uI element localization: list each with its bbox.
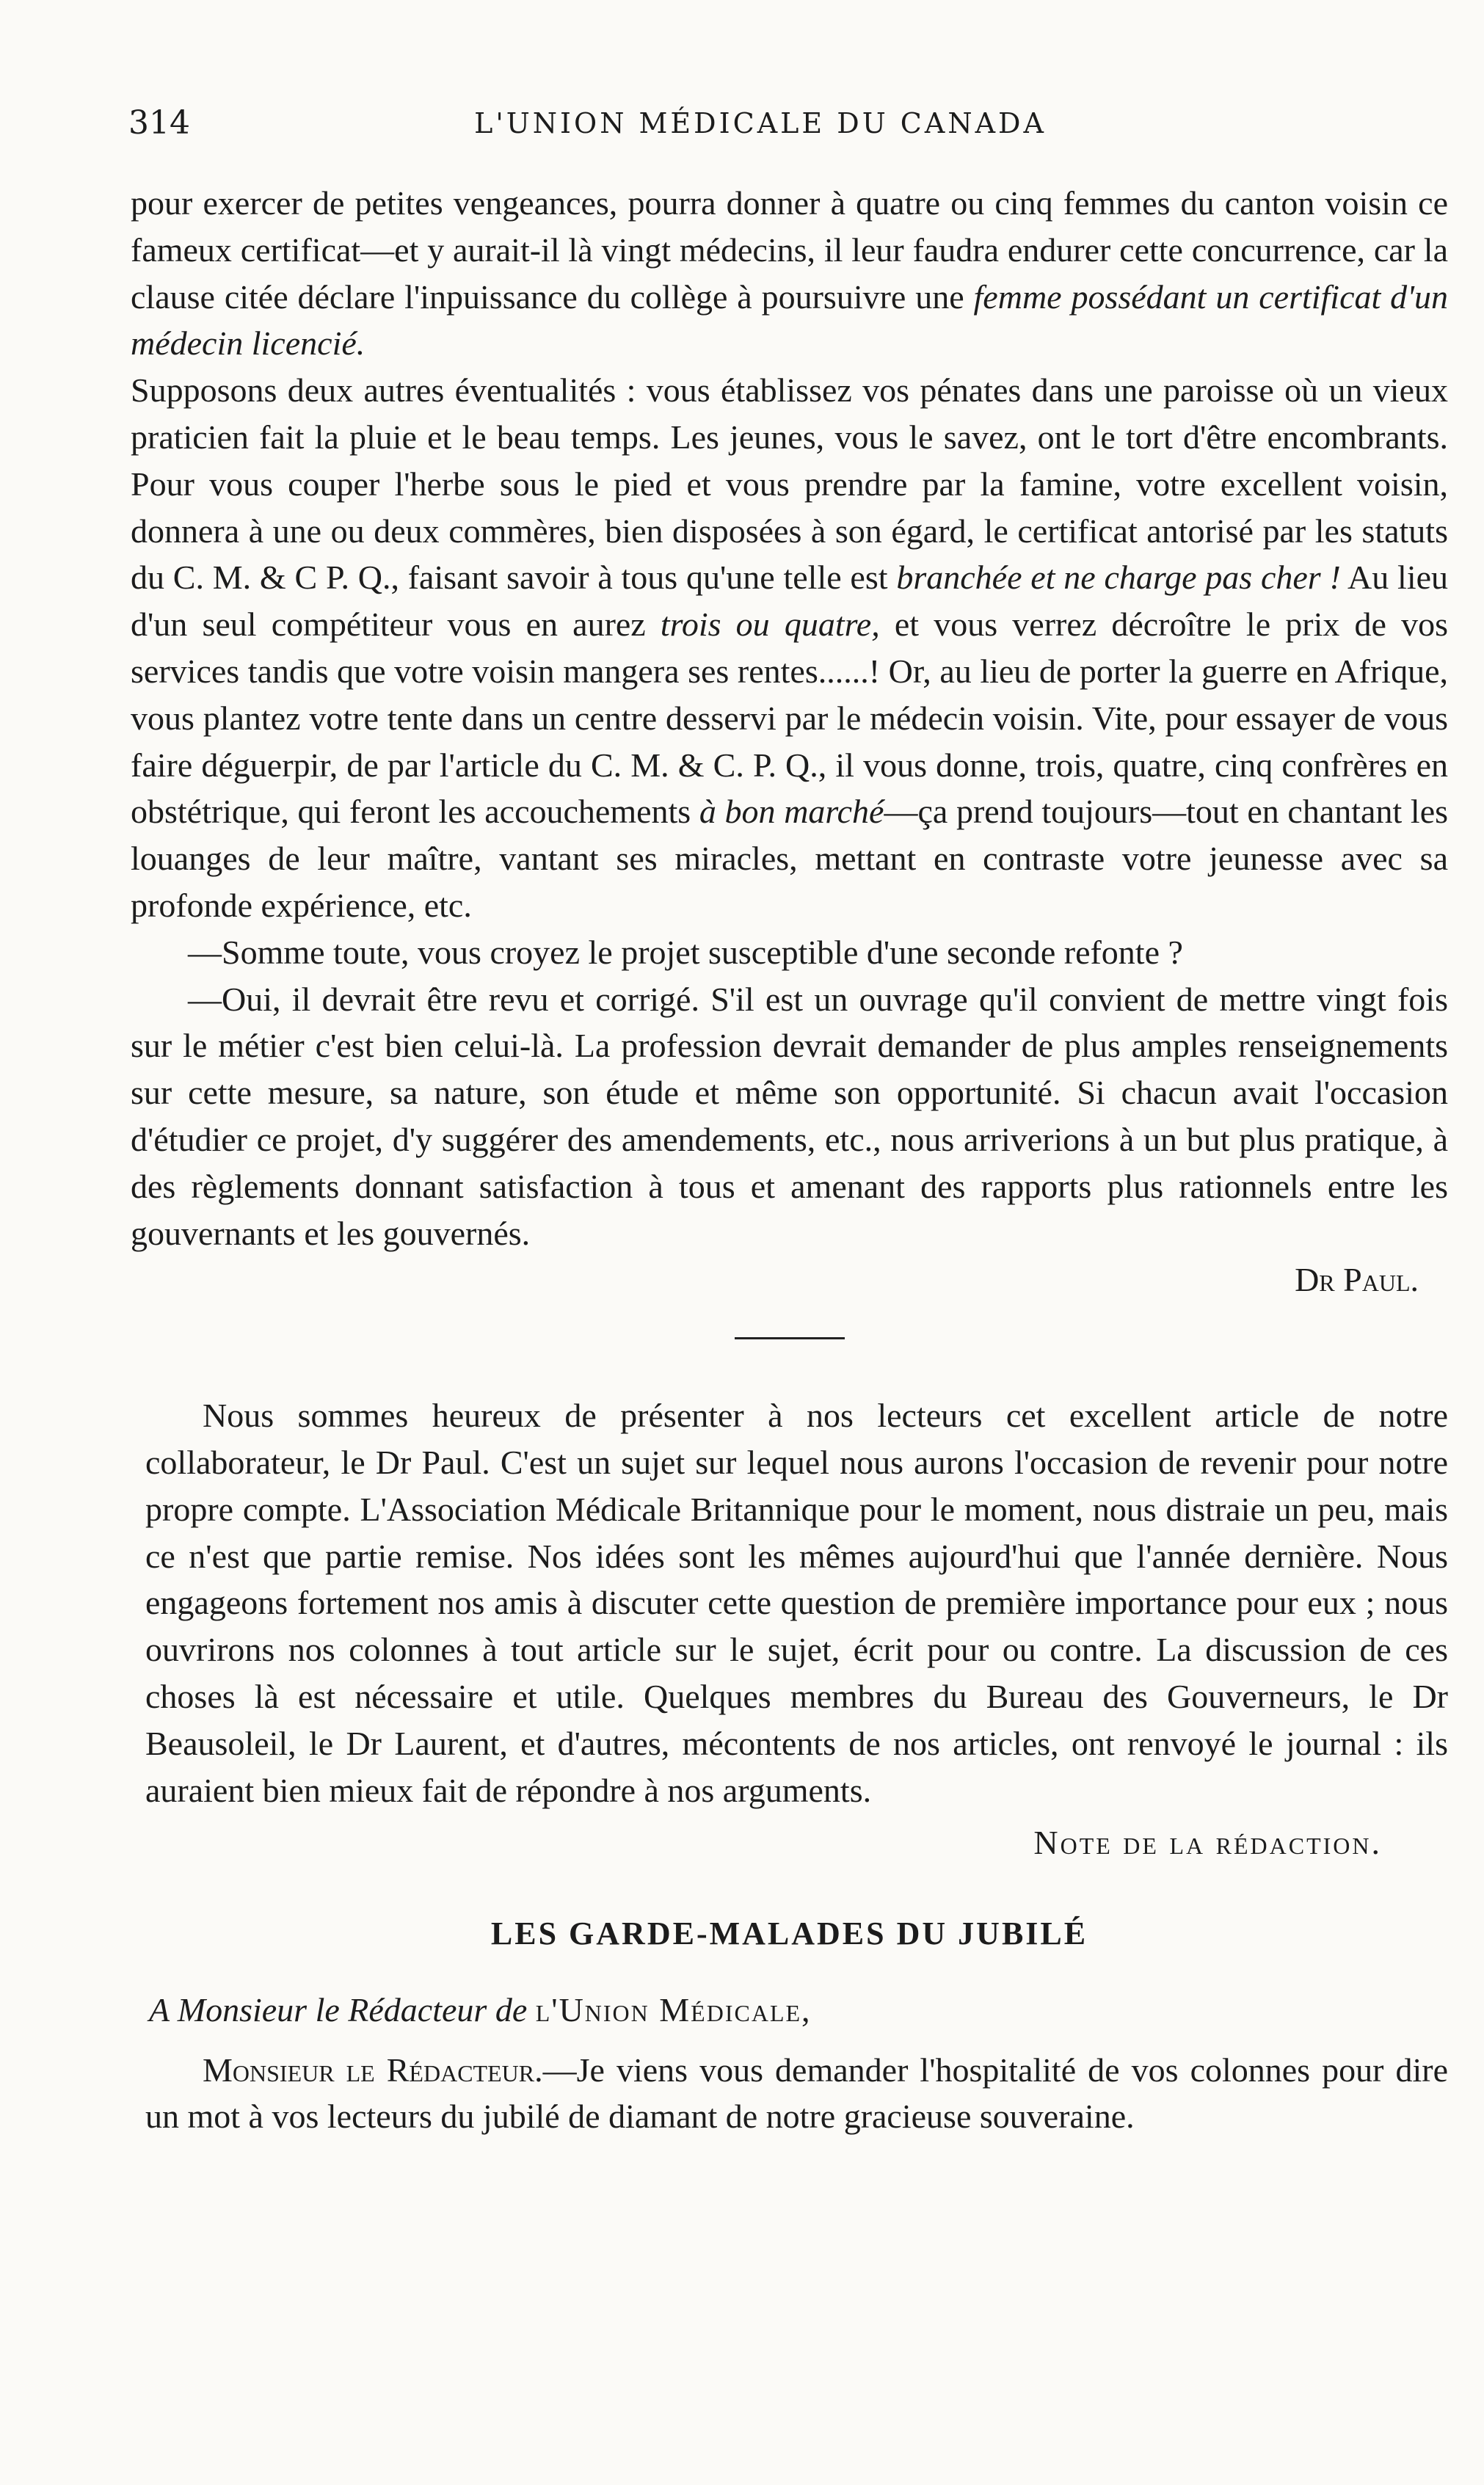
letter-paragraph (131, 2047, 1448, 2141)
letter-text: —Je viens vous demander l'hospitalité de vos colonnes pour dire un mot à vos lecteurs du jubilé de diamant de notre gracieuse souveraine. (145, 2051, 1448, 2136)
editor-note-paragraph: Nous sommes heureux de présenter à nos lecteurs cet excellent article de notre collaborateur, le Dr Paul. C'est un sujet sur lequel nous aurons l'occasion de revenir pour notre propre compte. L'Association Médicale Britannique pour le moment, nous distraie un peu, mais ce n'est que partie remise. Nos idées sont les mêmes aujourd'hui que l'année dernière. Nous engageons fortement nos amis à discuter cette question de première importance pour eux ; nous ouvrirons nos colonnes à tout article sur le sujet, écrit pour ou contre. La discussion de ces choses là est nécessaire et utile. Quelques membres du Bureau des Gouverneurs, le Dr Beausoleil, le Dr Laurent, et d'autres, mécontents de nos articles, ont renvoyé le journal : ils auraient bien mieux fait de répondre à nos arguments. (145, 1397, 1448, 1809)
paragraph-text: Supposons deux autres éventualités : vous établissez vos pénates dans une paroisse où un vieux praticien fait la pluie et le beau temps. Les jeunes, vous le savez, ont le tort d'être encombrants. Pour vous couper l'herbe sous le pied et vous prendre par la famine, votre excellent voisin, donnera à une ou deux commères, bien disposées à son égard, le certificat antorisé par les statuts du C. M. & C P. Q., faisant savoir à tous qu'une telle est (131, 371, 1448, 597)
address-text: A Monsieur le Rédacteur de (149, 1990, 528, 2029)
section-heading: LES GARDE-MALADES DU JUBILÉ (490, 1915, 1088, 1952)
article-paragraph: —Oui, il devrait être revu et corrigé. S'il est un ouvrage qu'il convient de mettre vingt fois sur le métier c'est bien celui-là. La profession devrait demander de plus amples renseignements sur cette mesure, sa nature, son étude et même son opportunité. Si chacun avait l'occasion d'étudier ce projet, d'y suggérer des amendements, etc., nous arriverions à un but plus pratique, à des règlements donnant satisfaction à tous et amenant des rapports plus rationnels entre les gouvernants et les gouvernés. (131, 980, 1448, 1252)
running-title: L'UNION MÉDICALE DU CANADA (474, 107, 1047, 139)
address-journal: l'Union Médicale, (535, 1990, 812, 2029)
letter-salutation: Monsieur le Rédacteur. (203, 2051, 543, 2089)
page-header (128, 104, 1392, 156)
paragraph-text: Au lieu d'un seul compétiteur vous en aurez (131, 559, 1449, 644)
page-body (131, 180, 1448, 2140)
author-signature: Dr Paul. (1295, 1261, 1419, 1299)
paragraph-text: pour exercer de petites vengeances, pourra donner à quatre ou cinq femmes du canton voisin ce fameux certificat—et y aurait-il là vingt médecins, il leur faudra endurer cette concurrence, car la clause citée déclare l'inpuissance du collège à poursuivre une (131, 184, 1448, 316)
italic-phrase: branchée et ne charge pas cher ! (896, 559, 1341, 597)
paragraph-text: —ça prend toujours—tout en chantant les louanges de leur maître, vantant ses miracles, mettant en contraste votre jeunesse avec sa profonde expérience, etc. (131, 793, 1449, 924)
paragraph-text: et vous verrez décroître le prix de vos services tandis que votre voisin mangera ses rentes......! Or, au lieu de porter la guerre en Afrique, vous plantez votre tente dans un centre desservi par le médecin voisin. Vite, pour essayer de vous faire déguerpir, de par l'article du C. M. & C. P. Q., il vous donne, trois, quatre, cinq confrères en obstétrique, qui feront les accouchements (131, 605, 1448, 831)
article-paragraph (131, 180, 1448, 367)
article-paragraph (131, 367, 1448, 929)
article-paragraph: —Somme toute, vous croyez le projet susceptible d'une seconde refonte ? (188, 933, 1183, 971)
italic-phrase: trois ou quatre, (660, 605, 880, 644)
italic-phrase: à bon marché (699, 793, 884, 831)
editor-note-signature: Note de la rédaction. (1033, 1824, 1382, 1862)
italic-phrase: femme possédant un certificat d'un médecin licencié. (131, 277, 1449, 363)
section-divider (735, 1337, 845, 1339)
page-number: 314 (128, 104, 190, 142)
letter-address (131, 1987, 1448, 2034)
